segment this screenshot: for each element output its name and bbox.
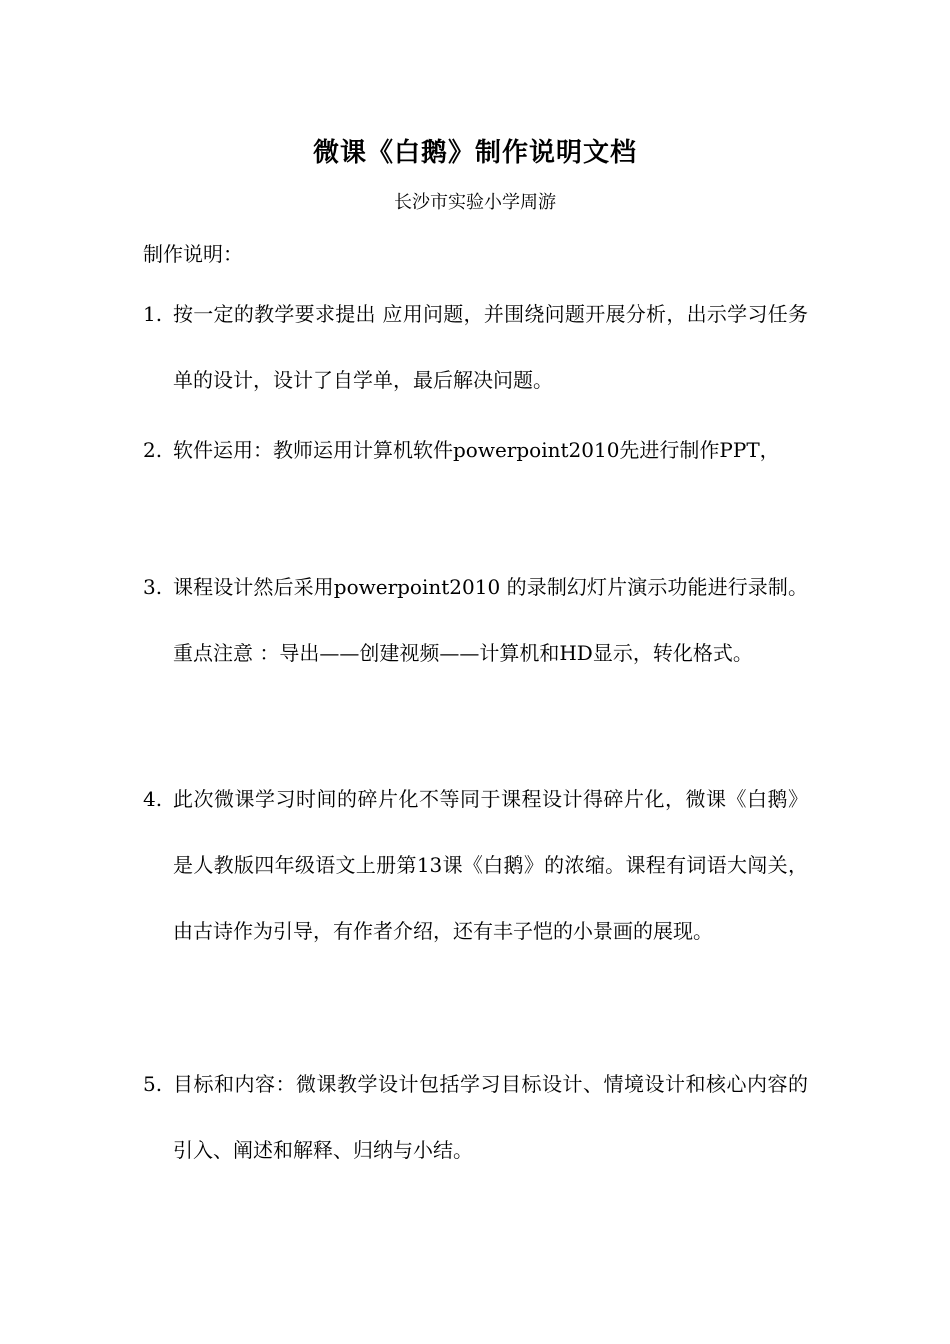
section-label: 制作说明： [143, 242, 243, 266]
list-item [143, 554, 808, 686]
list-item-number: 3. [143, 575, 163, 599]
list-item [143, 766, 808, 964]
list-item-text: 按一定的教学要求提出 应用问题，并围绕问题开展分析，出示学习任务单的设计，设计了自学单，最后解决问题。 [173, 302, 808, 392]
list-item [143, 1051, 808, 1183]
list-item-number: 4. [143, 787, 163, 811]
list-item-number: 2. [143, 438, 163, 462]
list-item-text: 目标和内容：微课教学设计包括学习目标设计、情境设计和核心内容的引入、阐述和解释、归纳与小结。 [173, 1072, 808, 1162]
list-item [143, 281, 808, 413]
document-title: 微课《白鹅》制作说明文档 [312, 138, 637, 168]
list-item [143, 417, 808, 483]
list-item-text: 此次微课学习时间的碎片化不等同于课程设计得碎片化，微课《白鹅》是人教版四年级语文上册第13课《白鹅》的浓缩。课程有词语大闯关，由古诗作为引导，有作者介绍，还有丰子恺的小景画的展现。 [173, 787, 808, 943]
list-item-number: 5. [143, 1072, 163, 1096]
list-item-text: 软件运用：教师运用计算机软件powerpoint2010先进行制作PPT， [173, 438, 780, 462]
list-item-text: 课程设计然后采用powerpoint2010 的录制幻灯片演示功能进行录制。重点注意 ：导出——创建视频——计算机和HD显示，转化格式。 [173, 575, 808, 665]
document-author: 长沙市实验小学周游 [394, 192, 556, 213]
list-item-number: 1. [143, 302, 163, 326]
